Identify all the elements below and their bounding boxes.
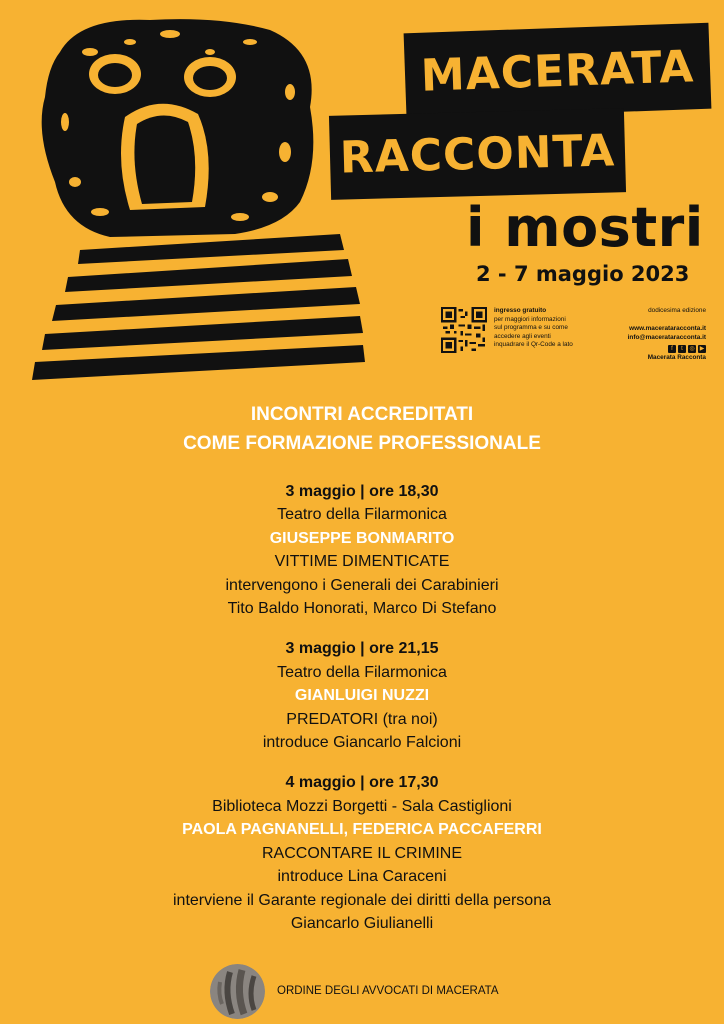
title-line-2: RACCONTA	[329, 108, 626, 200]
heading-line-1: INCONTRI ACCREDITATI	[250, 404, 474, 425]
monster-illustration	[20, 12, 365, 387]
event-item	[0, 480, 724, 620]
section-heading	[0, 400, 724, 458]
entry-info	[494, 307, 609, 350]
event-detail: Giancarlo Giulianelli	[290, 914, 434, 932]
event-date-time: 4 maggio | ore 17,30	[285, 774, 439, 792]
qr-code[interactable]	[441, 307, 487, 353]
entry-line: sul programma e su come	[494, 324, 568, 332]
title-line-1: MACERATA	[404, 23, 712, 120]
twitter-icon[interactable]: t	[678, 345, 686, 353]
entry-label: ingresso gratuito	[494, 307, 547, 314]
social-handle: Macerata Racconta	[647, 354, 706, 361]
website-link[interactable]: www.macerataracconta.it	[629, 325, 706, 332]
facebook-icon[interactable]: f	[668, 345, 676, 353]
edition-label: dodicesima edizione	[648, 307, 706, 314]
event-venue: Teatro della Filarmonica	[277, 663, 447, 681]
event-title: PREDATORI (tra noi)	[286, 710, 438, 728]
email-link[interactable]: info@macerataracconta.it	[627, 334, 706, 341]
event-item	[0, 771, 724, 935]
entry-line: accedere agli eventi	[494, 332, 551, 340]
youtube-icon[interactable]: ▶	[699, 346, 705, 352]
bar-association-seal-icon	[210, 964, 265, 1019]
event-detail: introduce Giancarlo Falcioni	[262, 734, 462, 752]
event-date-time: 3 maggio | ore 21,15	[285, 640, 439, 658]
event-title: VITTIME DIMENTICATE	[274, 553, 450, 571]
event-detail: intervengono i Generali dei Carabinieri	[225, 576, 499, 594]
event-detail: Tito Baldo Honorati, Marco Di Stefano	[227, 600, 497, 618]
instagram-icon[interactable]: ◎	[689, 346, 695, 352]
festival-dates: 2 - 7 maggio 2023	[476, 262, 690, 286]
entry-line: per maggiori informazioni	[494, 315, 566, 323]
entry-line: inquadrare il Qr-Code a lato	[494, 341, 573, 349]
organization-name: ORDINE DEGLI AVVOCATI DI MACERATA	[277, 985, 499, 997]
event-title: RACCONTARE IL CRIMINE	[261, 844, 462, 862]
event-speaker: PAOLA PAGNANELLI, FEDERICA PACCAFERRI	[182, 821, 542, 839]
subtitle: i mostri	[466, 196, 704, 259]
event-date-time: 3 maggio | ore 18,30	[285, 483, 439, 500]
event-speaker: GIUSEPPE BONMARITO	[269, 529, 455, 547]
event-speaker: GIANLUIGI NUZZI	[294, 687, 430, 705]
footer	[210, 963, 499, 1019]
social-icons	[612, 345, 706, 353]
event-detail: introduce Lina Caraceni	[277, 868, 447, 886]
event-venue: Biblioteca Mozzi Borgetti - Sala Castiglioni	[212, 797, 512, 815]
event-detail: interviene il Garante regionale dei diritti della persona	[173, 891, 551, 909]
event-list	[0, 400, 724, 935]
event-venue: Teatro della Filarmonica	[277, 506, 447, 524]
heading-line-2: COME FORMAZIONE PROFESSIONALE	[183, 433, 541, 454]
contact-info	[612, 306, 706, 362]
event-item	[0, 637, 724, 754]
